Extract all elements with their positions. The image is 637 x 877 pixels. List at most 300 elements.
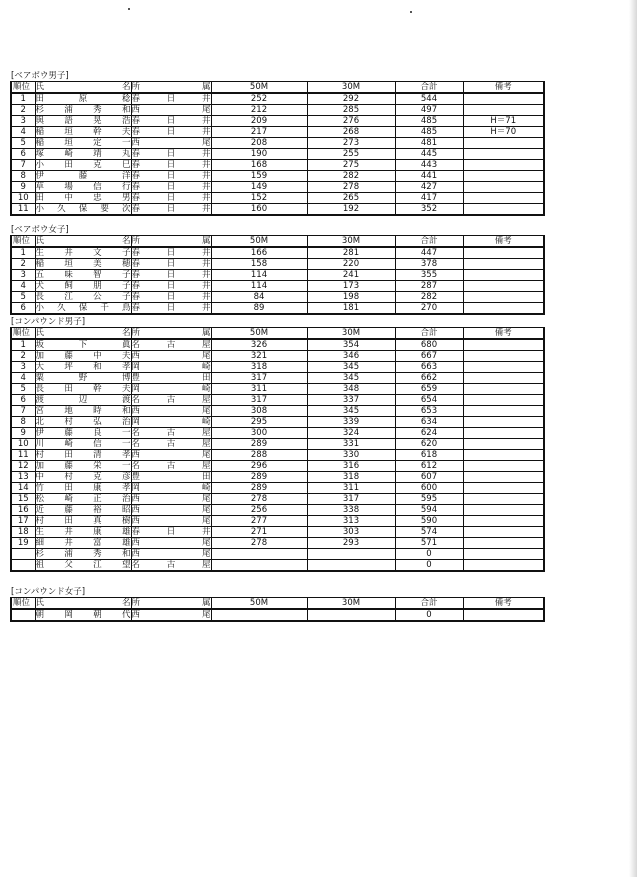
- cell-50m: [211, 609, 307, 621]
- cell-30m: 173: [307, 281, 395, 292]
- cell-50m: 209: [211, 116, 307, 127]
- cell-club: 春日井: [131, 193, 211, 203]
- cell-total: 662: [395, 373, 463, 384]
- table-row: [11, 339, 544, 351]
- cell-rank: [11, 560, 35, 572]
- cell-total: 481: [395, 138, 463, 149]
- cell-50m: [211, 549, 307, 560]
- cell-notes: [463, 527, 544, 538]
- cell-30m: [307, 560, 395, 572]
- results-table: [10, 327, 545, 572]
- cell-30m: 330: [307, 450, 395, 461]
- results-table: [10, 81, 545, 216]
- cell-total: 0: [395, 549, 463, 560]
- header-club: 所 属: [131, 236, 211, 246]
- cell-50m: 190: [211, 149, 307, 160]
- header-name: 氏 名: [35, 82, 131, 92]
- table-row: [11, 193, 544, 204]
- cell-50m: 317: [211, 395, 307, 406]
- header-50m: 50M: [211, 236, 307, 248]
- cell-rank: 16: [11, 505, 35, 516]
- cell-club: 春日井: [131, 149, 211, 159]
- cell-rank: 15: [11, 494, 35, 505]
- cell-rank: 17: [11, 516, 35, 527]
- header-notes: 備考: [463, 82, 544, 94]
- cell-club: 岡崎: [131, 384, 211, 394]
- cell-rank: 9: [11, 182, 35, 193]
- cell-name: 坂下眞: [35, 340, 131, 350]
- cell-name: 伊藤良一: [35, 428, 131, 438]
- section-barebow-men: [10, 71, 543, 216]
- cell-total: 443: [395, 160, 463, 171]
- cell-50m: 296: [211, 461, 307, 472]
- header-total: 合計: [395, 598, 463, 610]
- cell-club: 西尾: [131, 538, 211, 548]
- header-30m: 30M: [307, 328, 395, 340]
- cell-30m: 268: [307, 127, 395, 138]
- cell-club: 西尾: [131, 105, 211, 115]
- cell-notes: [463, 472, 544, 483]
- cell-rank: 8: [11, 171, 35, 182]
- cell-rank: 3: [11, 362, 35, 373]
- cell-notes: [463, 428, 544, 439]
- cell-club: 西尾: [131, 406, 211, 416]
- cell-name: 生井文子: [35, 248, 131, 258]
- header-30m: 30M: [307, 236, 395, 248]
- cell-club: 西尾: [131, 138, 211, 148]
- cell-notes: [463, 549, 544, 560]
- header-50m: 50M: [211, 328, 307, 340]
- cell-30m: 331: [307, 439, 395, 450]
- cell-50m: 159: [211, 171, 307, 182]
- cell-50m: 212: [211, 105, 307, 116]
- cell-rank: 5: [11, 292, 35, 303]
- cell-rank: 6: [11, 395, 35, 406]
- cell-total: 571: [395, 538, 463, 549]
- cell-club: 岡崎: [131, 362, 211, 372]
- cell-50m: 160: [211, 204, 307, 216]
- section-barebow-women: [10, 225, 543, 315]
- cell-notes: [463, 171, 544, 182]
- cell-notes: H＝71: [463, 116, 544, 127]
- cell-30m: 275: [307, 160, 395, 171]
- cell-club: 春日井: [131, 160, 211, 170]
- table-row: [11, 138, 544, 149]
- cell-50m: 277: [211, 516, 307, 527]
- cell-30m: 337: [307, 395, 395, 406]
- cell-30m: 316: [307, 461, 395, 472]
- cell-total: 624: [395, 428, 463, 439]
- cell-rank: 2: [11, 105, 35, 116]
- cell-notes: [463, 351, 544, 362]
- cell-50m: 114: [211, 270, 307, 281]
- cell-name: 小久保千鳥: [35, 303, 131, 313]
- header-row: [11, 598, 544, 610]
- cell-club: 名古屋: [131, 428, 211, 438]
- cell-50m: 289: [211, 472, 307, 483]
- cell-notes: [463, 560, 544, 572]
- cell-notes: [463, 461, 544, 472]
- cell-total: 352: [395, 204, 463, 216]
- cell-total: 441: [395, 171, 463, 182]
- header-rank: 順位: [11, 82, 35, 94]
- header-rank: 順位: [11, 328, 35, 340]
- cell-name: 塚崎靖丸: [35, 149, 131, 159]
- cell-rank: 5: [11, 138, 35, 149]
- page-edge-shadow: [629, 0, 637, 877]
- cell-total: 618: [395, 450, 463, 461]
- cell-name: 川崎信一: [35, 439, 131, 449]
- cell-30m: 276: [307, 116, 395, 127]
- cell-notes: [463, 281, 544, 292]
- cell-club: 名古屋: [131, 439, 211, 449]
- cell-rank: 19: [11, 538, 35, 549]
- cell-total: 612: [395, 461, 463, 472]
- cell-30m: 285: [307, 105, 395, 116]
- cell-50m: 278: [211, 538, 307, 549]
- cell-club: 春日井: [131, 248, 211, 258]
- cell-notes: [463, 483, 544, 494]
- cell-name: 近藤裕昭: [35, 505, 131, 515]
- cell-50m: 114: [211, 281, 307, 292]
- section-compound-men: [10, 317, 543, 572]
- cell-club: 豊田: [131, 373, 211, 383]
- cell-name: 稲垣美穂: [35, 259, 131, 269]
- section-title: [ベアボウ女子]: [11, 225, 69, 235]
- table-row: [11, 351, 544, 362]
- cell-30m: 311: [307, 483, 395, 494]
- cell-50m: 321: [211, 351, 307, 362]
- cell-notes: [463, 292, 544, 303]
- cell-rank: 11: [11, 204, 35, 216]
- cell-rank: 3: [11, 270, 35, 281]
- table-row: [11, 292, 544, 303]
- cell-total: 653: [395, 406, 463, 417]
- cell-50m: 208: [211, 138, 307, 149]
- cell-club: 春日井: [131, 292, 211, 302]
- cell-name: 中村克彦: [35, 472, 131, 482]
- cell-club: 春日井: [131, 281, 211, 291]
- cell-club: 西尾: [131, 549, 211, 559]
- cell-club: 名古屋: [131, 395, 211, 405]
- table-row: [11, 527, 544, 538]
- cell-notes: [463, 439, 544, 450]
- table-row: [11, 417, 544, 428]
- cell-name: 田原稔: [35, 94, 131, 104]
- cell-total: 607: [395, 472, 463, 483]
- cell-notes: [463, 406, 544, 417]
- table-row: [11, 127, 544, 138]
- cell-30m: 241: [307, 270, 395, 281]
- cell-notes: [463, 149, 544, 160]
- cell-notes: [463, 138, 544, 149]
- cell-rank: 7: [11, 160, 35, 171]
- cell-total: 600: [395, 483, 463, 494]
- cell-rank: 4: [11, 281, 35, 292]
- cell-name: 長江公子: [35, 292, 131, 302]
- cell-total: 378: [395, 259, 463, 270]
- cell-rank: 14: [11, 483, 35, 494]
- cell-notes: [463, 247, 544, 259]
- table-row: [11, 303, 544, 315]
- cell-rank: [11, 609, 35, 621]
- table-row: [11, 247, 544, 259]
- cell-name: 大坪和孝: [35, 362, 131, 372]
- cell-club: 春日井: [131, 259, 211, 269]
- cell-50m: 311: [211, 384, 307, 395]
- cell-rank: 9: [11, 428, 35, 439]
- cell-30m: 324: [307, 428, 395, 439]
- cell-total: 594: [395, 505, 463, 516]
- cell-rank: 2: [11, 259, 35, 270]
- cell-notes: [463, 516, 544, 527]
- cell-name: 五味智子: [35, 270, 131, 280]
- cell-total: 447: [395, 247, 463, 259]
- cell-50m: 289: [211, 439, 307, 450]
- table-row: [11, 450, 544, 461]
- cell-rank: 13: [11, 472, 35, 483]
- cell-total: 0: [395, 560, 463, 572]
- cell-total: 445: [395, 149, 463, 160]
- header-name: 氏 名: [35, 236, 131, 246]
- table-row: [11, 538, 544, 549]
- cell-rank: 7: [11, 406, 35, 417]
- cell-30m: 346: [307, 351, 395, 362]
- cell-30m: 345: [307, 362, 395, 373]
- cell-50m: 256: [211, 505, 307, 516]
- cell-name: 稲垣定一: [35, 138, 131, 148]
- cell-notes: H＝70: [463, 127, 544, 138]
- cell-total: 595: [395, 494, 463, 505]
- cell-name: 小久保要次: [35, 204, 131, 214]
- cell-notes: [463, 339, 544, 351]
- cell-name: 杉浦秀和: [35, 105, 131, 115]
- cell-30m: 345: [307, 373, 395, 384]
- cell-rank: 8: [11, 417, 35, 428]
- cell-50m: 217: [211, 127, 307, 138]
- cell-club: 西尾: [131, 494, 211, 504]
- header-notes: 備考: [463, 598, 544, 610]
- cell-total: 355: [395, 270, 463, 281]
- cell-50m: 89: [211, 303, 307, 315]
- cell-name: 稲垣幹夫: [35, 127, 131, 137]
- cell-name: 加藤中夫: [35, 351, 131, 361]
- cell-50m: 158: [211, 259, 307, 270]
- cell-name: 伊藤洋: [35, 171, 131, 181]
- table-row: [11, 516, 544, 527]
- cell-club: 春日井: [131, 171, 211, 181]
- cell-rank: [11, 549, 35, 560]
- header-club: 所 属: [131, 82, 211, 92]
- cell-rank: 12: [11, 461, 35, 472]
- cell-notes: [463, 505, 544, 516]
- cell-30m: 181: [307, 303, 395, 315]
- cell-club: 春日井: [131, 303, 211, 313]
- cell-club: 岡崎: [131, 417, 211, 427]
- header-50m: 50M: [211, 82, 307, 94]
- cell-name: 朝岡朝代: [35, 610, 131, 620]
- cell-total: 663: [395, 362, 463, 373]
- cell-name: 渡辺渡: [35, 395, 131, 405]
- cell-30m: 293: [307, 538, 395, 549]
- cell-club: 名古屋: [131, 560, 211, 570]
- cell-rank: 10: [11, 193, 35, 204]
- cell-rank: 1: [11, 339, 35, 351]
- cell-30m: 278: [307, 182, 395, 193]
- cell-total: 620: [395, 439, 463, 450]
- cell-50m: 168: [211, 160, 307, 171]
- header-club: 所 属: [131, 328, 211, 338]
- cell-notes: [463, 609, 544, 621]
- cell-name: 村田清孝: [35, 450, 131, 460]
- table-row: [11, 182, 544, 193]
- cell-total: 270: [395, 303, 463, 315]
- table-row: [11, 428, 544, 439]
- cell-rank: 3: [11, 116, 35, 127]
- table-row: [11, 105, 544, 116]
- cell-30m: 192: [307, 204, 395, 216]
- cell-club: 西尾: [131, 351, 211, 361]
- cell-50m: 252: [211, 93, 307, 105]
- cell-30m: [307, 609, 395, 621]
- cell-name: 犬飼朋子: [35, 281, 131, 291]
- cell-notes: [463, 303, 544, 315]
- cell-30m: [307, 549, 395, 560]
- header-50m: 50M: [211, 598, 307, 610]
- cell-total: 659: [395, 384, 463, 395]
- header-club: 所 属: [131, 598, 211, 608]
- cell-30m: 345: [307, 406, 395, 417]
- table-row: [11, 406, 544, 417]
- cell-club: 春日井: [131, 204, 211, 214]
- cell-rank: 4: [11, 373, 35, 384]
- cell-total: 544: [395, 93, 463, 105]
- cell-name: 生井康雄: [35, 527, 131, 537]
- cell-50m: 289: [211, 483, 307, 494]
- cell-30m: 282: [307, 171, 395, 182]
- cell-name: 草場信行: [35, 182, 131, 192]
- cell-total: 654: [395, 395, 463, 406]
- cell-name: 祖父江望: [35, 560, 131, 570]
- cell-30m: 313: [307, 516, 395, 527]
- cell-name: 杉浦秀和: [35, 549, 131, 559]
- cell-30m: 255: [307, 149, 395, 160]
- cell-total: 667: [395, 351, 463, 362]
- header-row: [11, 328, 544, 340]
- cell-30m: 273: [307, 138, 395, 149]
- cell-name: 北村弘治: [35, 417, 131, 427]
- cell-50m: 295: [211, 417, 307, 428]
- section-compound-women: [10, 587, 543, 622]
- cell-rank: 1: [11, 247, 35, 259]
- cell-total: 574: [395, 527, 463, 538]
- cell-50m: 288: [211, 450, 307, 461]
- cell-club: 春日井: [131, 527, 211, 537]
- cell-notes: [463, 270, 544, 281]
- cell-50m: 152: [211, 193, 307, 204]
- table-row: [11, 362, 544, 373]
- cell-rank: 6: [11, 303, 35, 315]
- cell-club: 西尾: [131, 610, 211, 620]
- cell-club: 西尾: [131, 516, 211, 526]
- section-title: [ベアボウ男子]: [11, 71, 69, 81]
- table-row: [11, 609, 544, 621]
- cell-notes: [463, 417, 544, 428]
- cell-30m: 292: [307, 93, 395, 105]
- header-total: 合計: [395, 236, 463, 248]
- cell-50m: 149: [211, 182, 307, 193]
- cell-notes: [463, 193, 544, 204]
- cell-club: 名古屋: [131, 340, 211, 350]
- cell-total: 417: [395, 193, 463, 204]
- cell-30m: 198: [307, 292, 395, 303]
- cell-club: 春日井: [131, 116, 211, 126]
- cell-name: 竹田康孝: [35, 483, 131, 493]
- section-title: [コンパウンド女子]: [11, 587, 86, 597]
- cell-notes: [463, 182, 544, 193]
- cell-name: 小田克巳: [35, 160, 131, 170]
- header-rank: 順位: [11, 236, 35, 248]
- cell-name: 加藤栄一: [35, 461, 131, 471]
- table-row: [11, 116, 544, 127]
- cell-name: 村田真樹: [35, 516, 131, 526]
- cell-50m: 300: [211, 428, 307, 439]
- table-row: [11, 171, 544, 182]
- header-rank: 順位: [11, 598, 35, 610]
- table-row: [11, 373, 544, 384]
- table-row: [11, 281, 544, 292]
- table-row: [11, 483, 544, 494]
- cell-rank: 2: [11, 351, 35, 362]
- cell-50m: 278: [211, 494, 307, 505]
- cell-notes: [463, 105, 544, 116]
- cell-club: 春日井: [131, 182, 211, 192]
- cell-total: 590: [395, 516, 463, 527]
- cell-total: 485: [395, 116, 463, 127]
- cell-name: 田中忠男: [35, 193, 131, 203]
- header-row: [11, 82, 544, 94]
- table-row: [11, 461, 544, 472]
- cell-total: 680: [395, 339, 463, 351]
- cell-notes: [463, 450, 544, 461]
- cell-rank: 11: [11, 450, 35, 461]
- cell-name: 粟野博: [35, 373, 131, 383]
- cell-name: 長田幹夫: [35, 384, 131, 394]
- header-notes: 備考: [463, 236, 544, 248]
- cell-30m: 220: [307, 259, 395, 270]
- cell-30m: 348: [307, 384, 395, 395]
- cell-total: 427: [395, 182, 463, 193]
- table-row: [11, 259, 544, 270]
- table-row: [11, 395, 544, 406]
- cell-rank: 1: [11, 93, 35, 105]
- cell-30m: 354: [307, 339, 395, 351]
- cell-club: 春日井: [131, 270, 211, 280]
- cell-30m: 338: [307, 505, 395, 516]
- table-row: [11, 160, 544, 171]
- cell-notes: [463, 494, 544, 505]
- header-total: 合計: [395, 328, 463, 340]
- table-row: [11, 204, 544, 216]
- cell-30m: 317: [307, 494, 395, 505]
- cell-rank: 18: [11, 527, 35, 538]
- header-row: [11, 236, 544, 248]
- cell-total: 287: [395, 281, 463, 292]
- cell-30m: 303: [307, 527, 395, 538]
- scan-speck: [410, 11, 412, 13]
- cell-notes: [463, 362, 544, 373]
- cell-50m: 271: [211, 527, 307, 538]
